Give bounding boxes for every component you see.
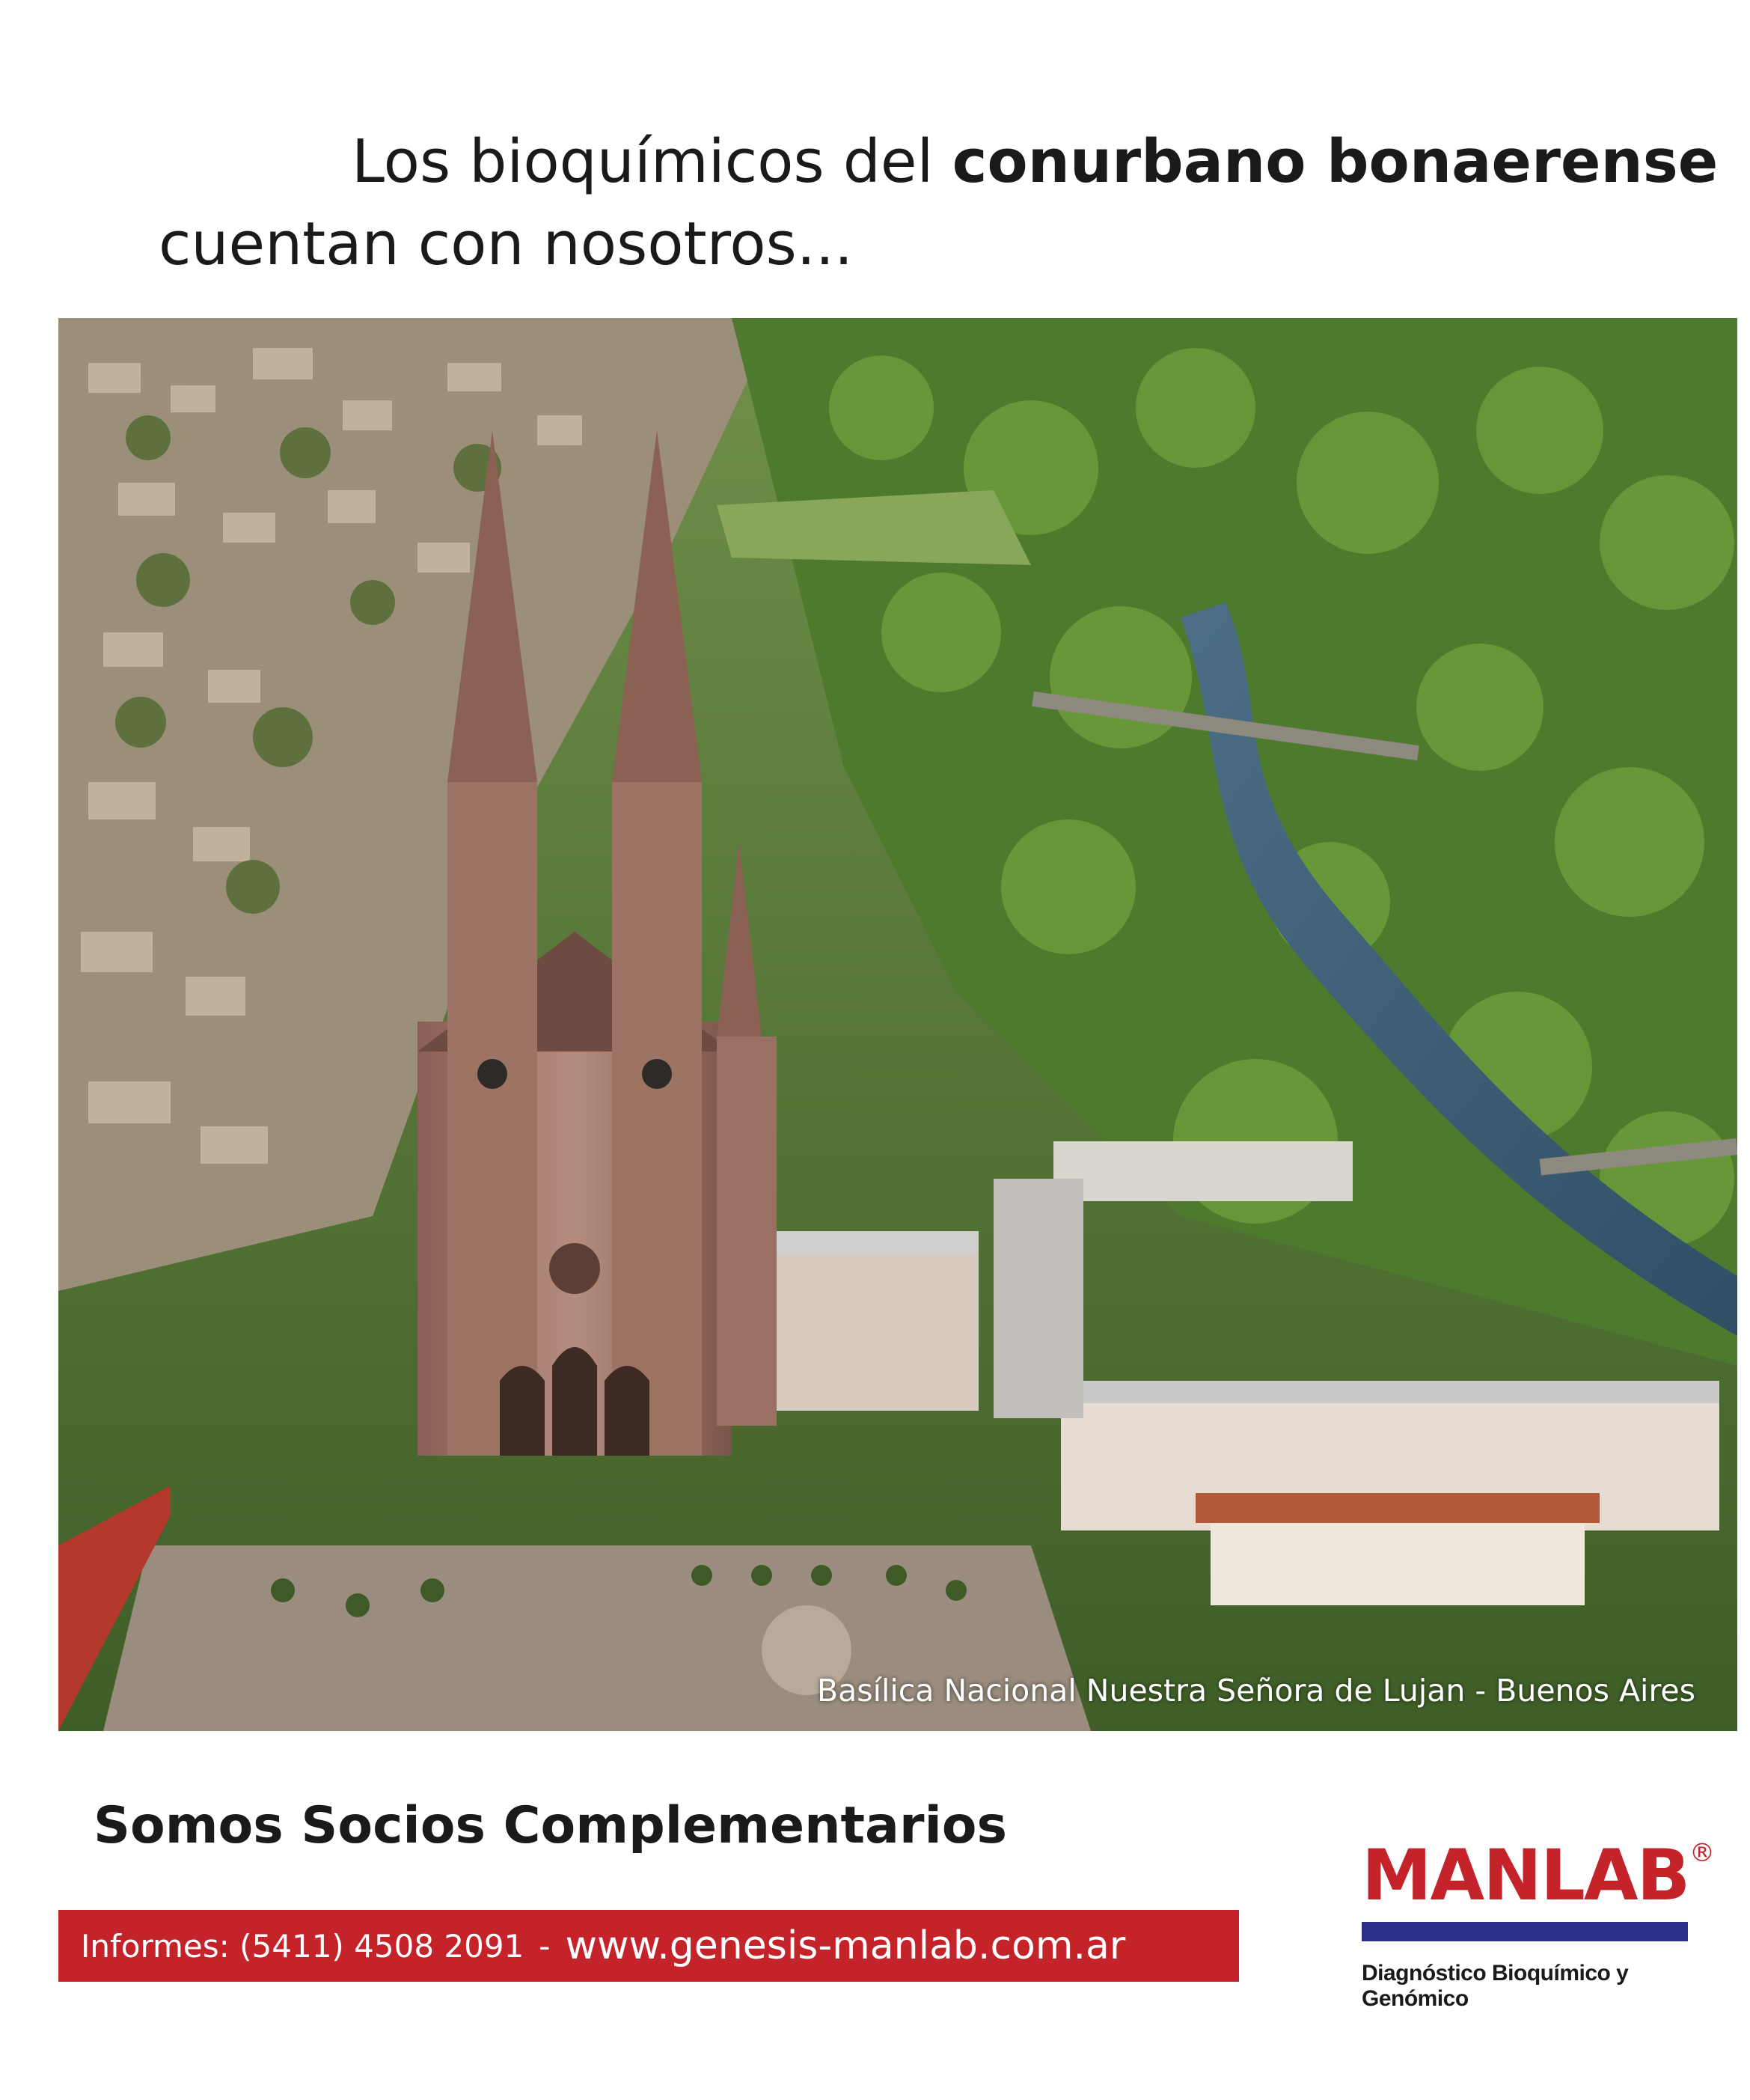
photo-caption: Basílica Nacional Nuestra Señora de Lujan - Buenos Aires [816,1673,1695,1709]
aerial-photo-illustration [58,318,1737,1731]
headline-line-2: cuentan con nosotros... [159,210,854,278]
manlab-logo [1362,1835,1715,2012]
logo-subtitle: Diagnóstico Bioquímico y Genómico [1362,1961,1629,2011]
registered-mark: ® [1689,1838,1715,1868]
tagline: Somos Socios Complementarios [94,1796,1007,1855]
phone-text: Informes: (5411) 4508 2091 [81,1927,524,1965]
separator: - [539,1927,551,1965]
website-link[interactable]: www.genesis-manlab.com.ar [565,1923,1126,1968]
logo-wordmark: MANLAB [1362,1835,1689,1917]
logo-bar [1362,1922,1688,1941]
headline-bold-text: conurbano bonaerense [952,127,1719,196]
info-bar [58,1910,1239,1982]
headline-line-1 [352,127,1718,197]
headline-regular-text: Los bioquímicos del [352,127,952,196]
basilica-aerial-photo [58,318,1737,1731]
